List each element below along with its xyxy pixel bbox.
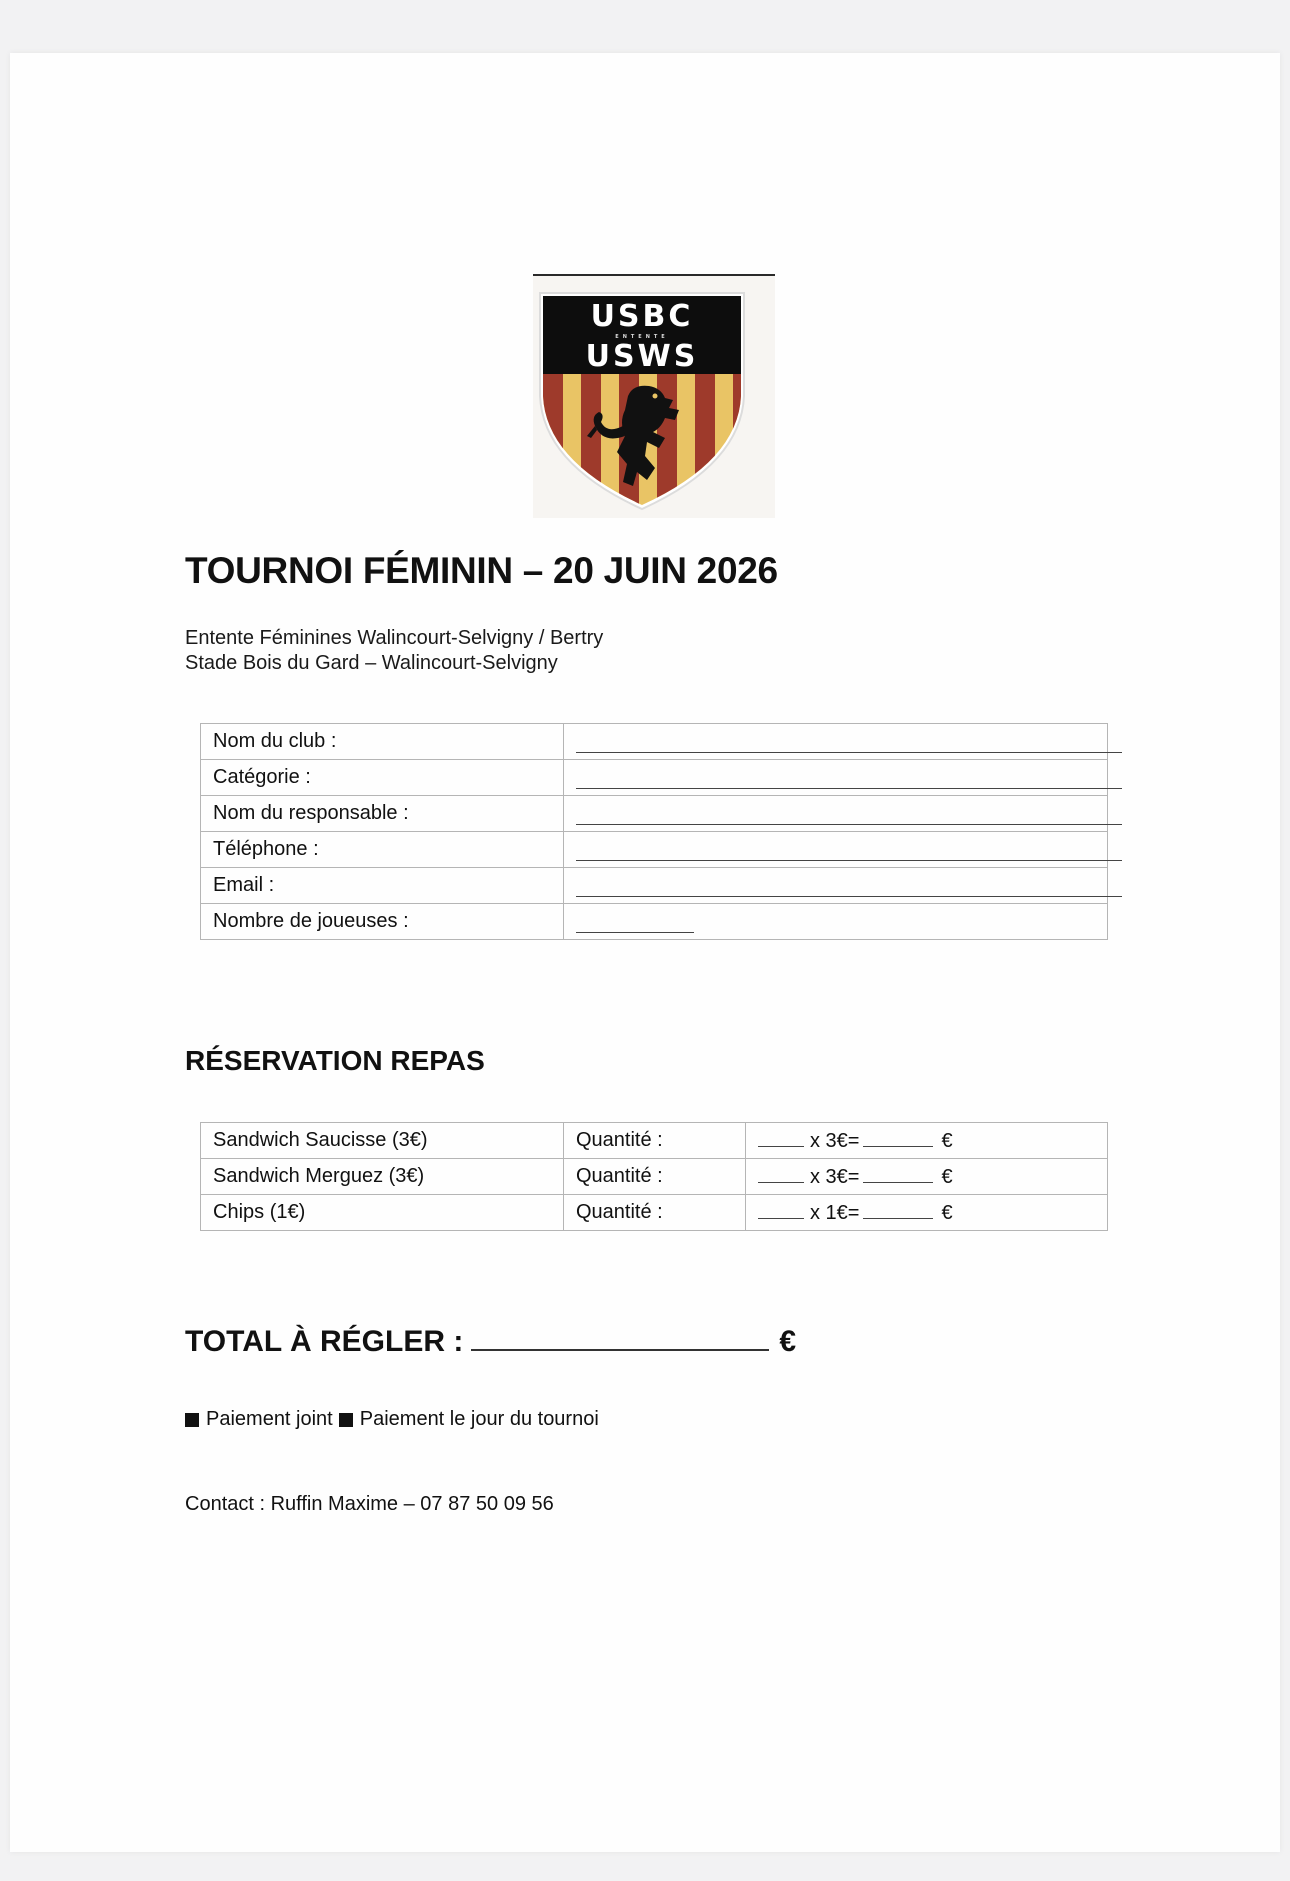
meal-item: Sandwich Saucisse (3€) xyxy=(201,1123,564,1159)
form-label: Nom du responsable : xyxy=(201,796,564,832)
fill-line xyxy=(576,752,1122,753)
fill-line xyxy=(576,932,694,933)
svg-text:USBC: USBC xyxy=(590,299,694,334)
subtotal-blank[interactable] xyxy=(863,1200,933,1219)
fill-line xyxy=(576,824,1122,825)
payment-options xyxy=(185,1408,605,1431)
fill-line xyxy=(576,788,1122,789)
form-row-players xyxy=(201,904,1108,940)
player-count-field[interactable] xyxy=(564,904,1108,940)
meal-item: Sandwich Merguez (3€) xyxy=(201,1159,564,1195)
currency-symbol: € xyxy=(941,1202,953,1224)
payment-option-label: Paiement le jour du tournoi xyxy=(359,1408,599,1430)
form-row-club xyxy=(201,724,1108,760)
meal-section-title: RÉSERVATION REPAS xyxy=(185,1045,485,1076)
total-currency: € xyxy=(779,1325,797,1358)
quantity-label: Quantité : xyxy=(564,1123,746,1159)
club-name-field[interactable] xyxy=(564,724,1108,760)
document-page xyxy=(10,53,1280,1852)
multiplier: x 3€= xyxy=(810,1130,860,1152)
fill-line xyxy=(576,896,1122,897)
quantity-label: Quantité : xyxy=(564,1159,746,1195)
total-due xyxy=(185,1325,796,1359)
currency-symbol: € xyxy=(941,1166,953,1188)
meal-row xyxy=(201,1123,1108,1159)
meal-calc xyxy=(746,1195,1108,1231)
subtotal-blank[interactable] xyxy=(863,1128,933,1147)
quantity-blank[interactable] xyxy=(758,1128,804,1147)
club-logo xyxy=(533,274,775,518)
organizer-line: Entente Féminines Walincourt-Selvigny / Bertry xyxy=(185,627,604,649)
checkbox-square-icon xyxy=(185,1413,199,1427)
meal-calc xyxy=(746,1159,1108,1195)
meal-row xyxy=(201,1195,1108,1231)
payment-option-attached[interactable] xyxy=(185,1408,333,1431)
page-title: TOURNOI FÉMININ – 20 JUIN 2026 xyxy=(185,550,778,591)
multiplier: x 1€= xyxy=(810,1202,860,1224)
payment-option-on-day[interactable] xyxy=(339,1408,599,1431)
phone-field[interactable] xyxy=(564,832,1108,868)
form-row-category xyxy=(201,760,1108,796)
contact-line: Contact : Ruffin Maxime – 07 87 50 09 56 xyxy=(185,1493,554,1515)
venue-line: Stade Bois du Gard – Walincourt-Selvigny xyxy=(185,652,558,674)
registration-form-table xyxy=(200,723,1108,940)
total-amount-blank[interactable] xyxy=(471,1325,769,1351)
quantity-blank[interactable] xyxy=(758,1164,804,1183)
form-label: Téléphone : xyxy=(201,832,564,868)
category-field[interactable] xyxy=(564,760,1108,796)
checkbox-square-icon xyxy=(339,1413,353,1427)
multiplier: x 3€= xyxy=(810,1166,860,1188)
svg-text:ENTENTE: ENTENTE xyxy=(615,334,669,340)
quantity-label: Quantité : xyxy=(564,1195,746,1231)
meal-row xyxy=(201,1159,1108,1195)
subtotal-blank[interactable] xyxy=(863,1164,933,1183)
email-field[interactable] xyxy=(564,868,1108,904)
quantity-blank[interactable] xyxy=(758,1200,804,1219)
total-label: TOTAL À RÉGLER : xyxy=(185,1325,464,1358)
manager-name-field[interactable] xyxy=(564,796,1108,832)
form-label: Nombre de joueuses : xyxy=(201,904,564,940)
form-label: Nom du club : xyxy=(201,724,564,760)
form-row-phone xyxy=(201,832,1108,868)
meal-item: Chips (1€) xyxy=(201,1195,564,1231)
fill-line xyxy=(576,860,1122,861)
shield-crest-icon xyxy=(533,276,775,516)
svg-text:USWS: USWS xyxy=(585,339,699,374)
form-label: Catégorie : xyxy=(201,760,564,796)
payment-option-label: Paiement joint xyxy=(206,1408,333,1430)
form-row-manager xyxy=(201,796,1108,832)
meal-reservation-table xyxy=(200,1122,1108,1231)
form-row-email xyxy=(201,868,1108,904)
form-label: Email : xyxy=(201,868,564,904)
meal-calc xyxy=(746,1123,1108,1159)
currency-symbol: € xyxy=(941,1130,953,1152)
